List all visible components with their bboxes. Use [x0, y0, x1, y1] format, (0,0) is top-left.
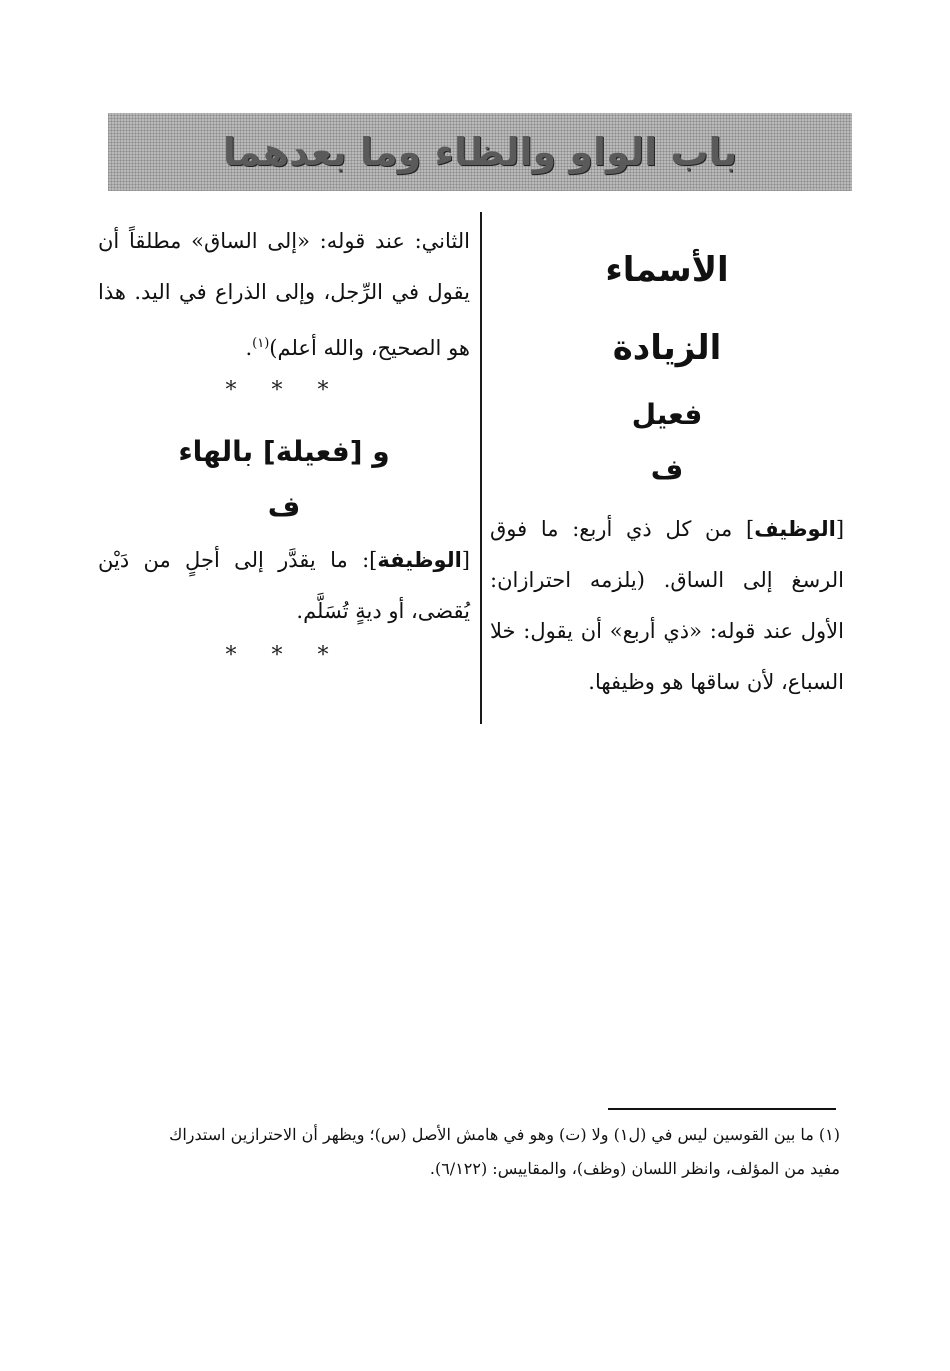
heading-fail: فعيل: [631, 398, 703, 431]
footnote: [100, 1118, 840, 1186]
left-column: [98, 212, 470, 668]
paragraph-end: .: [245, 336, 253, 360]
bracket-close: ]: [745, 517, 755, 541]
column-divider: [480, 212, 482, 724]
heading-ziyada: الزيادة: [612, 328, 722, 368]
heading-fa-letter-left: ف: [267, 490, 301, 523]
paragraph-second: [98, 216, 470, 374]
entry-wazifa: [98, 535, 470, 637]
footnote-line-1: (١) ما بين القوسين ليس في (ل١) ولا (ت) وهو في هامش الأصل (س)؛ ويظهر أن الاحترازين استدراك: [169, 1125, 840, 1144]
paragraph-text: الثاني: عند قوله: «إلى الساق» مطلقاً أن يقول في الرِّجل، وإلى الذراع في اليد. هذا هو الصحيح، والله أعلم): [98, 229, 470, 360]
bracket-open: [: [461, 548, 470, 572]
chapter-banner: [108, 113, 852, 191]
entry-term: الوظيف: [754, 517, 836, 541]
chapter-title: باب الواو والظاء وما بعدهما: [222, 130, 738, 174]
bracket-open: [: [835, 517, 845, 541]
entry-definition: : ما يقدَّر إلى أجلٍ من دَيْن يُقضى، أو ديةٍ تُسَلَّم.: [98, 548, 470, 623]
entry-definition: من كل ذي أربع: ما فوق الرسغ إلى الساق. (يلزمه احترازان: الأول عند قوله: «ذي أربع» أن يقول: خلا السباع، لأن ساقها هو وظيفها.: [490, 517, 844, 694]
heading-asmaa: الأسماء: [605, 250, 729, 290]
footnote-line-2: مفيد من المؤلف، وانظر اللسان (وظف)، والمقاييس: (٦/١٢٢).: [429, 1159, 840, 1178]
footnote-rule: [608, 1108, 836, 1110]
bracket-close: ]: [369, 548, 378, 572]
footnote-ref: (١): [252, 336, 270, 351]
entry-wazif: [490, 504, 844, 708]
heading-fa-letter: ف: [650, 453, 684, 486]
right-column: [490, 212, 844, 708]
entry-term: الوظيفة: [377, 548, 462, 572]
separator-stars: * * *: [225, 378, 343, 403]
separator-stars-2: * * *: [225, 643, 343, 668]
heading-fa-ila: و [فعيلة] بالهاء: [178, 435, 390, 468]
